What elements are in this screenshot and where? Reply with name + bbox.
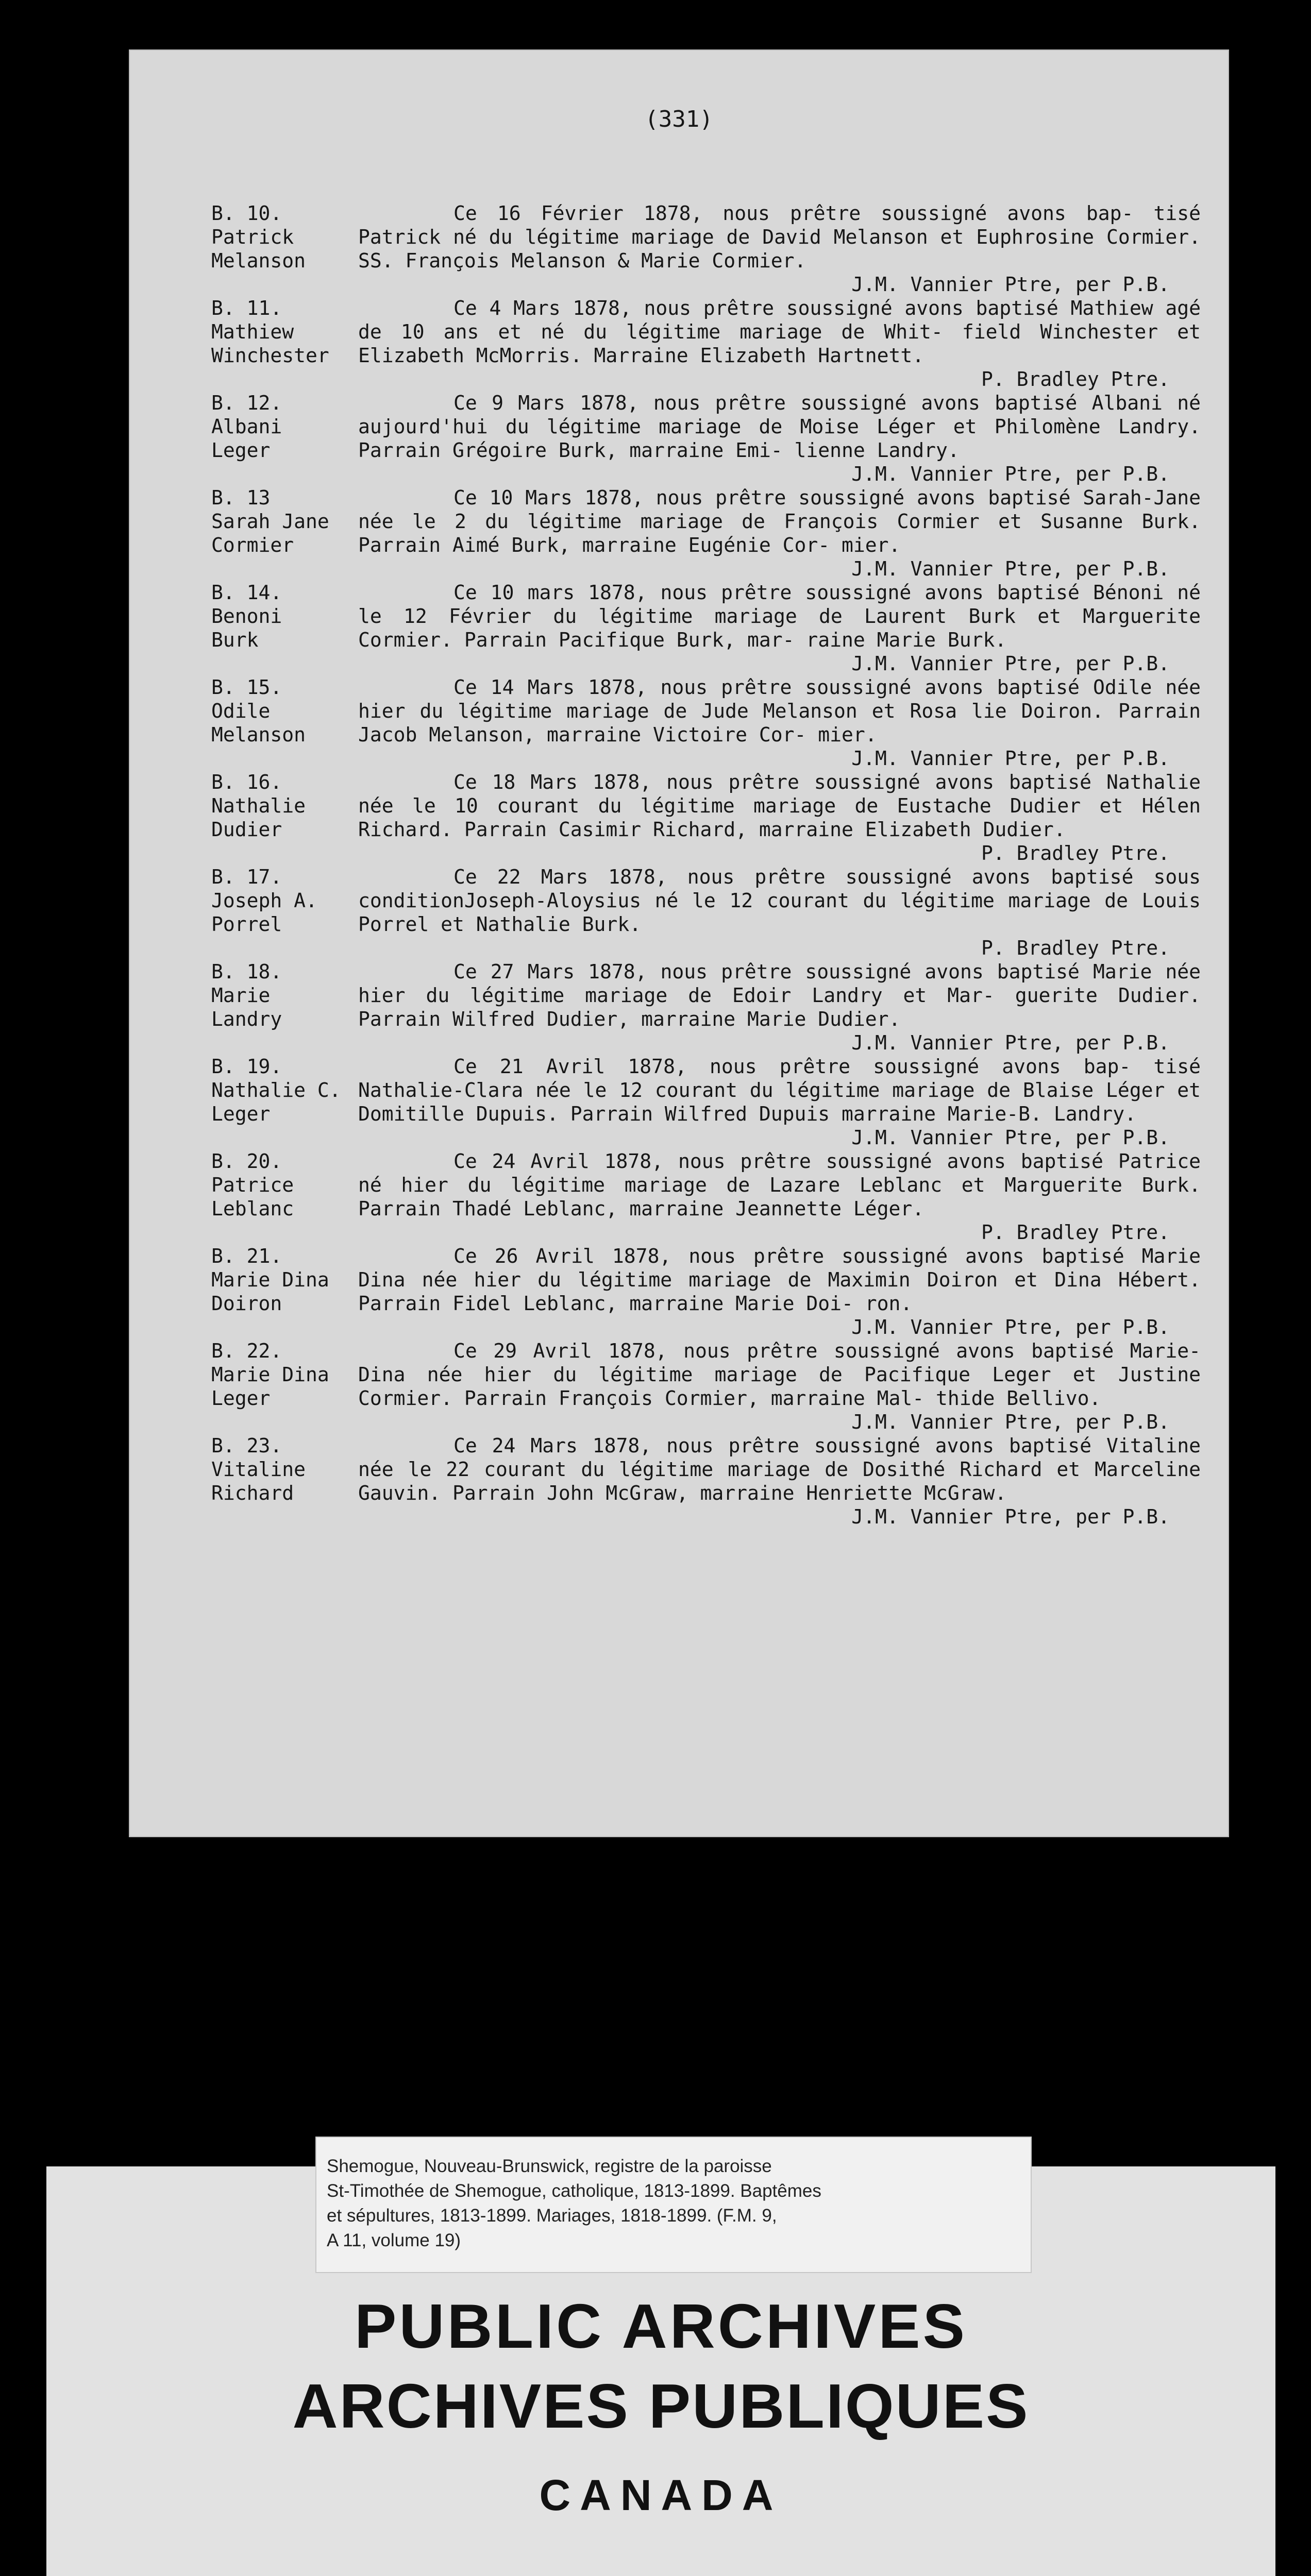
entry-line: de Blaise Léger et Domitille Dupuis. Parrain Wilfred Dupuis xyxy=(358,1079,1201,1125)
margin-line: Marie Dina xyxy=(211,1363,329,1386)
margin-line: Benoni xyxy=(211,605,282,628)
entry-body xyxy=(358,770,1201,841)
margin-line: B. 18. xyxy=(211,960,282,983)
entry-text xyxy=(358,960,1201,1055)
entry-line: Ce 27 Mars 1878, nous prêtre soussigné avons baptisé xyxy=(453,960,1080,983)
baptism-entry xyxy=(211,865,1201,960)
margin-line: B. 22. xyxy=(211,1340,282,1362)
margin-line: Winchester xyxy=(211,344,329,367)
margin-line: Melanson xyxy=(211,249,306,272)
margin-line: Doiron xyxy=(211,1292,282,1315)
margin-line: B. 23. xyxy=(211,1434,282,1457)
baptism-entry xyxy=(211,201,1201,296)
entry-margin-note xyxy=(211,1244,358,1315)
entry-line: Ce 9 Mars 1878, nous prêtre soussigné avons baptisé xyxy=(453,392,1078,414)
entry-text xyxy=(358,296,1201,391)
margin-line: Nathalie C. xyxy=(211,1079,341,1101)
baptism-entry xyxy=(211,391,1201,486)
margin-line: B. 11. xyxy=(211,297,282,319)
entry-line: Richard et Marceline Gauvin. Parrain John McGraw, marraine xyxy=(358,1458,1201,1504)
archive-source-label xyxy=(315,2137,1032,2273)
entry-signature: J.M. Vannier Ptre, per P.B. xyxy=(851,1505,1170,1528)
entry-line: et Philomène Landry. Parrain Grégoire Burk, marraine Emi- xyxy=(358,415,1201,462)
entry-body xyxy=(358,391,1201,462)
baptism-entry xyxy=(211,486,1201,581)
entry-margin-note xyxy=(211,296,358,367)
margin-line: B. 19. xyxy=(211,1055,282,1078)
margin-line: Cormier xyxy=(211,534,294,556)
margin-line: Leger xyxy=(211,439,271,462)
entry-line: Dudier. xyxy=(818,1008,901,1030)
entry-line: marraine Marie-B. Landry. xyxy=(842,1103,1136,1125)
entry-line: Ce 24 Avril 1878, nous prêtre soussigné avons baptisé xyxy=(453,1150,1103,1173)
margin-line: B. 16. xyxy=(211,771,282,793)
entry-body xyxy=(358,1244,1201,1315)
archive-label-line: St-Timothée de Shemogue, catholique, 1813-1899. Baptêmes xyxy=(327,2181,821,2201)
baptism-entry xyxy=(211,675,1201,770)
entry-body xyxy=(358,960,1201,1031)
baptism-entry xyxy=(211,770,1201,865)
entry-margin-note xyxy=(211,1434,358,1505)
entry-line: Elizabeth Dudier. xyxy=(865,818,1066,841)
entry-body xyxy=(358,1339,1201,1410)
entry-line: Ce 14 Mars 1878, nous prêtre soussigné avons baptisé xyxy=(453,676,1080,699)
entry-body xyxy=(358,865,1201,936)
entry-line: Marguerite Burk. Parrain Thadé Leblanc, marraine Jeannette xyxy=(358,1174,1201,1220)
entry-line: thide Bellivo. xyxy=(936,1387,1101,1410)
entry-line: Albani né aujourd'hui du légitime mariage de Moise Léger xyxy=(358,392,1201,438)
entry-signature: P. Bradley Ptre. xyxy=(981,842,1170,865)
entry-body xyxy=(358,675,1201,747)
entry-line: et Dina Hébert. Parrain Fidel Leblanc, marraine Marie Doi- xyxy=(358,1268,1201,1315)
entry-signature: J.M. Vannier Ptre, per P.B. xyxy=(851,273,1170,296)
archive-name-english: PUBLIC ARCHIVES xyxy=(355,2291,967,2361)
entry-text xyxy=(358,1434,1201,1529)
entry-margin-note xyxy=(211,486,358,557)
entry-text xyxy=(358,865,1201,960)
margin-line: Burk xyxy=(211,629,259,651)
entry-signature: J.M. Vannier Ptre, per P.B. xyxy=(851,1031,1170,1054)
entry-margin-note xyxy=(211,391,358,462)
entry-signature: J.M. Vannier Ptre, per P.B. xyxy=(851,463,1170,485)
margin-line: Nathalie xyxy=(211,794,306,817)
margin-line: B. 14. xyxy=(211,581,282,604)
entry-line: mariage de Louis Porrel et Nathalie Burk. xyxy=(358,889,1201,936)
entry-margin-note xyxy=(211,581,358,652)
entry-line: Ce 22 Mars 1878, nous prêtre soussigné avons baptisé xyxy=(453,866,1134,888)
margin-line: Marie xyxy=(211,984,271,1007)
margin-line: B. 12. xyxy=(211,392,282,414)
entry-signature: P. Bradley Ptre. xyxy=(981,1221,1170,1244)
entry-line: Ce 24 Mars 1878, nous prêtre soussigné avons baptisé xyxy=(453,1434,1092,1457)
entry-body xyxy=(358,296,1201,367)
entry-margin-note xyxy=(211,865,358,936)
entry-text xyxy=(358,770,1201,865)
page-number: (331) xyxy=(645,106,713,132)
baptism-entries xyxy=(211,201,1201,1529)
entry-line: Euphrosine Cormier. SS. François Melanson & Marie Cormier. xyxy=(358,226,1201,272)
margin-line: B. 20. xyxy=(211,1150,282,1173)
entry-signature: J.M. Vannier Ptre, per P.B. xyxy=(851,1411,1170,1433)
baptism-entry xyxy=(211,1149,1201,1244)
archive-card xyxy=(46,2156,1275,2576)
register-page xyxy=(129,49,1229,1837)
entry-line: Ce 18 Mars 1878, nous prêtre soussigné avons baptisé xyxy=(453,771,1092,793)
entry-line: Ce 26 Avril 1878, nous prêtre soussigné avons baptisé xyxy=(453,1245,1124,1267)
entry-line: tisé Patrick né du légitime mariage de David Melanson et xyxy=(358,202,1201,248)
entry-line: Burk et Marguerite Cormier. Parrain Pacifique Burk, mar- xyxy=(358,605,1201,651)
entry-line: raine Marie Burk. xyxy=(806,629,1007,651)
entry-text xyxy=(358,391,1201,486)
margin-line: B. 21. xyxy=(211,1245,282,1267)
archive-country: CANADA xyxy=(539,2471,783,2519)
entry-line: Ce 4 Mars 1878, nous prêtre soussigné avons baptisé xyxy=(453,297,1058,319)
entry-line: Hartnett. xyxy=(818,344,925,367)
entry-signature: P. Bradley Ptre. xyxy=(981,937,1170,959)
entry-margin-note xyxy=(211,1149,358,1221)
entry-line: Ce 10 Mars 1878, nous prêtre soussigné avons baptisé xyxy=(453,486,1071,509)
margin-line: Patrick xyxy=(211,226,294,248)
margin-line: Leger xyxy=(211,1387,271,1410)
margin-line: Porrel xyxy=(211,913,282,936)
entry-text xyxy=(358,581,1201,675)
baptism-entry xyxy=(211,581,1201,675)
entry-signature: J.M. Vannier Ptre, per P.B. xyxy=(851,1126,1170,1149)
entry-line: Marie née hier du légitime mariage de Edoir Landry et Mar- xyxy=(358,960,1201,1007)
baptism-entry xyxy=(211,1434,1201,1529)
entry-margin-note xyxy=(211,1339,358,1410)
margin-line: Marie Dina xyxy=(211,1268,329,1291)
baptism-entry xyxy=(211,296,1201,391)
margin-line: Melanson xyxy=(211,723,306,746)
entry-line: Léger. xyxy=(853,1197,925,1220)
entry-line: Dudier et Hélen Richard. Parrain Casimir Richard, marraine xyxy=(358,794,1201,841)
entry-text xyxy=(358,675,1201,770)
margin-line: Joseph A. xyxy=(211,889,317,912)
entry-line: Mathiew agé de 10 ans et né du légitime mariage de Whit- xyxy=(358,297,1201,343)
entry-line: mier. xyxy=(818,723,877,746)
entry-line: Marie Dina née hier du légitime mariage de Maximin Doiron xyxy=(358,1245,1201,1291)
entry-signature: J.M. Vannier Ptre, per P.B. xyxy=(851,557,1170,580)
margin-line: Mathiew xyxy=(211,320,294,343)
entry-text xyxy=(358,201,1201,296)
entry-line: Ce 21 Avril 1878, nous prêtre soussigné avons bap- xyxy=(453,1055,1131,1078)
entry-line: mier. xyxy=(842,534,901,556)
margin-line: Leblanc xyxy=(211,1197,294,1220)
margin-line: Leger xyxy=(211,1103,271,1125)
margin-line: Vitaline xyxy=(211,1458,306,1481)
entry-body xyxy=(358,1055,1201,1126)
entry-margin-note xyxy=(211,201,358,273)
entry-text xyxy=(358,1055,1201,1149)
entry-line: sous conditionJoseph-Aloysius né le 12 courant du légitime xyxy=(358,866,1201,912)
margin-line: Dudier xyxy=(211,818,282,841)
entry-text xyxy=(358,1149,1201,1244)
margin-line: B. 15. xyxy=(211,676,282,699)
entry-line: lie Doiron. Parrain Jacob Melanson, marraine Victoire Cor- xyxy=(358,700,1201,746)
entry-line: Sarah-Jane née le 2 du légitime mariage de François Cormier xyxy=(358,486,1201,533)
margin-line: Albani xyxy=(211,415,282,438)
entry-text xyxy=(358,1244,1201,1339)
entry-text xyxy=(358,1339,1201,1434)
entry-line: Ce 29 Avril 1878, nous prêtre soussigné avons baptisé xyxy=(453,1340,1114,1362)
entry-line: Ce 10 mars 1878, nous prêtre soussigné avons baptisé xyxy=(453,581,1080,604)
entry-signature: P. Bradley Ptre. xyxy=(981,368,1170,391)
archive-label-line: A 11, volume 19) xyxy=(327,2230,461,2250)
entry-signature: J.M. Vannier Ptre, per P.B. xyxy=(851,747,1170,770)
baptism-entry xyxy=(211,1244,1201,1339)
entry-line: Patrice né hier du légitime mariage de Lazare Leblanc et xyxy=(358,1150,1201,1196)
entry-line: Vitaline née le 22 courant du légitime mariage de Dosithé xyxy=(358,1434,1201,1481)
archive-label-line: Shemogue, Nouveau-Brunswick, registre de la paroisse xyxy=(327,2156,772,2176)
entry-text xyxy=(358,486,1201,581)
entry-body xyxy=(358,486,1201,557)
entry-signature: J.M. Vannier Ptre, per P.B. xyxy=(851,652,1170,675)
entry-line: Marie-Dina née hier du légitime mariage de Pacifique Leger xyxy=(358,1340,1201,1386)
entry-line: Ce 16 Février 1878, nous prêtre soussigné avons bap- xyxy=(453,202,1134,225)
margin-line: Landry xyxy=(211,1008,282,1030)
baptism-entry xyxy=(211,960,1201,1055)
entry-body xyxy=(358,201,1201,273)
margin-line: B. 17. xyxy=(211,866,282,888)
entry-line: Bénoni né le 12 Février du légitime mariage de Laurent xyxy=(358,581,1201,628)
margin-line: Richard xyxy=(211,1482,294,1504)
margin-line: B. 13 xyxy=(211,486,271,509)
entry-line: et Justine Cormier. Parrain François Cormier, marraine Mal- xyxy=(358,1363,1201,1410)
entry-line: lienne Landry. xyxy=(794,439,960,462)
entry-line: Odile née hier du légitime mariage de Jude Melanson et Rosa xyxy=(358,676,1201,722)
entry-margin-note xyxy=(211,770,358,841)
entry-line: Nathalie née le 10 courant du légitime mariage de Eustache xyxy=(358,771,1201,817)
entry-line: field Winchester et Elizabeth McMorris. Marraine Elizabeth xyxy=(358,320,1201,367)
entry-signature: J.M. Vannier Ptre, per P.B. xyxy=(851,1316,1170,1338)
baptism-entry xyxy=(211,1339,1201,1434)
entry-line: Henriette McGraw. xyxy=(806,1482,1007,1504)
entry-margin-note xyxy=(211,960,358,1031)
entry-body xyxy=(358,1434,1201,1505)
margin-line: Sarah Jane xyxy=(211,510,329,533)
entry-margin-note xyxy=(211,675,358,747)
entry-line: ron. xyxy=(865,1292,913,1315)
entry-line: et Susanne Burk. Parrain Aimé Burk, marraine Eugénie Cor- xyxy=(358,510,1201,556)
entry-line: tisé Nathalie-Clara née le 12 courant du légitime mariage xyxy=(358,1055,1201,1101)
margin-line: Patrice xyxy=(211,1174,294,1196)
entry-margin-note xyxy=(211,1055,358,1126)
margin-line: B. 10. xyxy=(211,202,282,225)
baptism-entry xyxy=(211,1055,1201,1149)
entry-line: guerite Dudier. Parrain Wilfred Dudier, marraine Marie xyxy=(358,984,1201,1030)
archive-name-french: ARCHIVES PUBLIQUES xyxy=(292,2371,1030,2441)
entry-body xyxy=(358,581,1201,652)
entry-body xyxy=(358,1149,1201,1221)
archive-label-line: et sépultures, 1813-1899. Mariages, 1818-1899. (F.M. 9, xyxy=(327,2206,777,2226)
margin-line: Odile xyxy=(211,700,271,722)
